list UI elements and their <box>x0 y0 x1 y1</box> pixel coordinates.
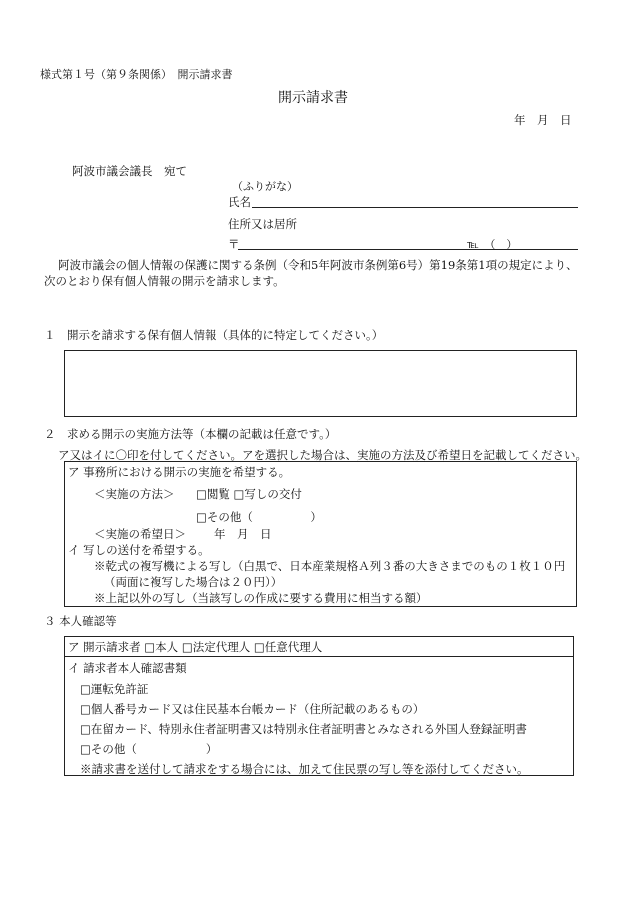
addressee: 阿波市議会議長 宛て <box>72 164 187 178</box>
page-title: 開示請求書 <box>278 90 348 106</box>
copy-fee-line-2: （両面に複写した場合は２０円）） <box>104 575 283 589</box>
name-field[interactable] <box>252 207 578 208</box>
intro-line-1: 阿波市議会の個人情報の保護に関する条例（令和5年阿波市条例第6号）第19条第1項の規定により、 <box>58 258 578 272</box>
id-docs-title: イ 請求者本人確認書類 <box>68 661 187 675</box>
name-label: 氏名 <box>228 195 251 209</box>
section-2-note: ア又はイに〇印を付してください。アを選択した場合は、実施の方法及び希望日を記載してください。 <box>58 448 587 462</box>
section-1-heading: １ 開示を請求する保有個人情報（具体的に特定してください。） <box>44 328 384 342</box>
requester-type-row[interactable]: ア 開示請求者 □本人 □法定代理人 □任意代理人 <box>68 640 323 654</box>
id-docs-note: ※請求書を送付して請求をする場合には、加えて住民票の写し等を添付してください。 <box>80 762 529 776</box>
id-doc-item[interactable]: □運転免許証 <box>80 682 149 696</box>
id-doc-item[interactable]: □在留カード、特別永住者証明書又は特別永住者証明書とみなされる外国人登録証明書 <box>80 722 527 736</box>
identity-divider <box>64 656 574 657</box>
section-3-heading: ３ 本人確認等 <box>44 614 117 628</box>
section-2-heading: ２ 求める開示の実施方法等（本欄の記載は任意です。） <box>44 427 337 441</box>
copy-fee-line-1: ※乾式の複写機による写し（白黒で、日本産業規格Ａ列３番の大きさまでのもの１枚１０円 <box>94 559 566 573</box>
id-doc-item[interactable]: □その他（ ） <box>80 742 218 756</box>
method-options[interactable]: □閲覧 □写しの交付 <box>196 487 302 501</box>
address-field[interactable] <box>238 249 578 250</box>
id-doc-item[interactable]: □個人番号カード又は住民基本台帳カード（住所記載のあるもの） <box>80 702 425 716</box>
option-a-label: ア 事務所における開示の実施を希望する。 <box>68 465 291 479</box>
other-copy-fee: ※上記以外の写し（当該写しの作成に要する費用に相当する額） <box>94 591 428 605</box>
furigana-label: （ふりがな） <box>232 180 298 193</box>
personal-info-box[interactable] <box>64 350 577 417</box>
desired-date-value[interactable]: 年 月 日 <box>214 527 272 541</box>
option-b-label: イ 写しの送付を希望する。 <box>68 543 210 557</box>
address-label: 住所又は居所 <box>228 217 297 231</box>
tel-label: ℡ （ ） <box>467 238 518 251</box>
desired-date-label: ＜実施の希望日＞ <box>94 527 186 541</box>
postal-mark: 〒 <box>228 237 240 251</box>
intro-line-2: 次のとおり保有個人情報の開示を請求します。 <box>44 274 285 288</box>
method-label: ＜実施の方法＞ <box>94 487 175 501</box>
form-number: 様式第１号（第９条関係） 開示請求書 <box>40 68 233 81</box>
method-other[interactable]: □その他（ ） <box>196 510 322 524</box>
request-date: 年 月 日 <box>514 113 572 127</box>
